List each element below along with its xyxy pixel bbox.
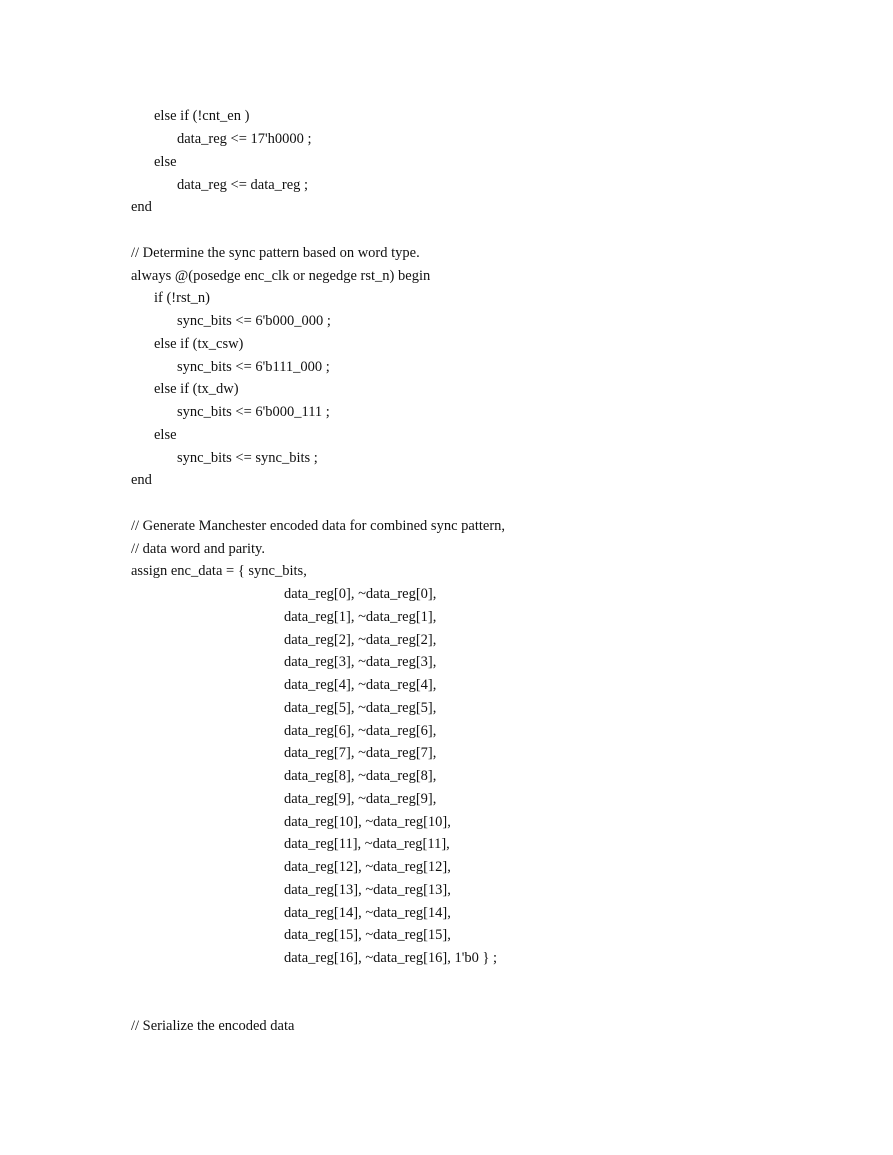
code-line-assign-enc-data: assign enc_data = { sync_bits,: [131, 563, 307, 579]
code-line-end: end: [131, 199, 152, 215]
code-comment-sync-pattern: // Determine the sync pattern based on word type.: [131, 245, 420, 261]
code-line-if-dw: else if (tx_dw): [154, 381, 239, 397]
code-line-concat-item: data_reg[13], ~data_reg[13],: [284, 882, 451, 898]
code-line-concat-item: data_reg[5], ~data_reg[5],: [284, 700, 437, 716]
code-comment-serialize: // Serialize the encoded data: [131, 1018, 295, 1034]
code-line-concat-item: data_reg[12], ~data_reg[12],: [284, 859, 451, 875]
code-line-concat-item: data_reg[7], ~data_reg[7],: [284, 745, 437, 761]
code-line-if-rst: if (!rst_n): [154, 290, 210, 306]
code-line-always: always @(posedge enc_clk or negedge rst_n) begin: [131, 268, 431, 284]
code-line-concat-item: data_reg[1], ~data_reg[1],: [284, 609, 437, 625]
code-line-else: else: [154, 154, 177, 170]
code-line-end-always: end: [131, 472, 152, 488]
code-line-sync-rst: sync_bits <= 6'b000_000 ;: [177, 313, 331, 329]
code-line-if-csw: else if (tx_csw): [154, 336, 244, 352]
code-line-concat-item: data_reg[11], ~data_reg[11],: [284, 836, 450, 852]
code-line-concat-item: data_reg[0], ~data_reg[0],: [284, 586, 437, 602]
code-line-concat-item: data_reg[14], ~data_reg[14],: [284, 905, 451, 921]
code-line-else-if-cnt-en: else if (!cnt_en ): [154, 108, 250, 124]
code-line-concat-item: data_reg[9], ~data_reg[9],: [284, 791, 437, 807]
code-line-data-reg-reset: data_reg <= 17'h0000 ;: [177, 131, 312, 147]
code-comment-manchester-1: // Generate Manchester encoded data for combined sync pattern,: [131, 518, 506, 534]
code-line-data-reg-hold: data_reg <= data_reg ;: [177, 177, 309, 193]
code-line-concat-item: data_reg[15], ~data_reg[15],: [284, 927, 451, 943]
code-line-sync-hold: sync_bits <= sync_bits ;: [177, 450, 318, 466]
code-line-else-sync: else: [154, 427, 177, 443]
code-line-concat-item: data_reg[4], ~data_reg[4],: [284, 677, 437, 693]
code-line-concat-item: data_reg[6], ~data_reg[6],: [284, 723, 437, 739]
code-comment-manchester-2: // data word and parity.: [131, 541, 265, 557]
code-line-concat-item: data_reg[3], ~data_reg[3],: [284, 654, 437, 670]
code-line-sync-csw: sync_bits <= 6'b111_000 ;: [177, 359, 330, 375]
code-line-concat-item: data_reg[2], ~data_reg[2],: [284, 632, 437, 648]
code-line-concat-item-last: data_reg[16], ~data_reg[16], 1'b0 } ;: [284, 950, 498, 966]
code-line-concat-item: data_reg[8], ~data_reg[8],: [284, 768, 437, 784]
code-line-sync-dw: sync_bits <= 6'b000_111 ;: [177, 404, 330, 420]
code-line-concat-item: data_reg[10], ~data_reg[10],: [284, 814, 451, 830]
